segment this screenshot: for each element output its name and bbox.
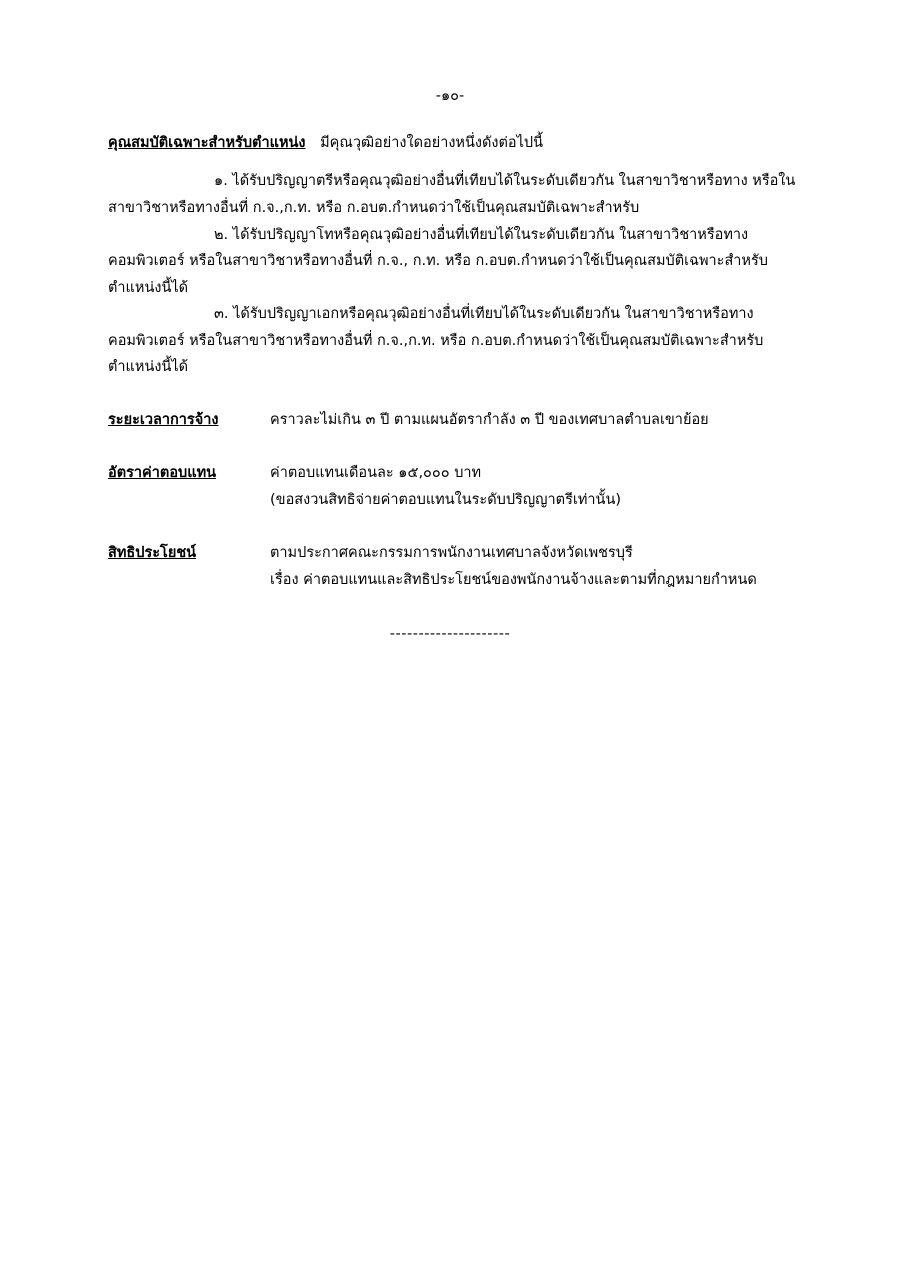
employment-period-label: ระยะเวลาการจ้าง xyxy=(108,412,219,428)
qualification-item-1-line-2: สาขาวิชาหรือทางอื่นที่ ก.จ.,ก.ท. หรือ ก.อบต.กำหนดว่าใช้เป็นคุณสมบัติเฉพาะสำหรับ xyxy=(108,200,640,216)
benefits-label: สิทธิประโยชน์ xyxy=(108,545,197,561)
qualification-item-3-line-3: ตำแหน่งนี้ได้ xyxy=(108,359,189,375)
qualification-item-3-line-1: ๓. ได้รับปริญญาเอกหรือคุณวุฒิอย่างอื่นที่เทียบได้ในระดับเดียวกัน ในสาขาวิชาหรือทาง xyxy=(214,306,754,322)
qualification-item-2-line-2: คอมพิวเตอร์ หรือในสาขาวิชาหรือทางอื่นที่ ก.จ., ก.ท. หรือ ก.อบต.กำหนดว่าใช้เป็นคุณสมบัติเฉพาะสำหรับ xyxy=(108,253,768,269)
qualifications-heading-line xyxy=(108,133,543,153)
compensation-label: อัตราค่าตอบแทน xyxy=(108,465,217,481)
qualification-item-1-line-1: ๑. ได้รับปริญญาตรีหรือคุณวุฒิอย่างอื่นที่เทียบได้ในระดับเดียวกัน ในสาขาวิชาหรือทาง หรือใน xyxy=(214,173,796,189)
qualification-item-2-line-1: ๒. ได้รับปริญญาโทหรือคุณวุฒิอย่างอื่นที่เทียบได้ในระดับเดียวกัน ในสาขาวิชาหรือทาง xyxy=(214,227,749,243)
benefits-line-2: เรื่อง ค่าตอบแทนและสิทธิประโยชน์ของพนักงานจ้างและตามที่กฎหมายกำหนด xyxy=(270,572,757,588)
end-divider: --------------------- xyxy=(389,626,511,642)
qualification-item-3-line-2: คอมพิวเตอร์ หรือในสาขาวิชาหรือทางอื่นที่ ก.จ.,ก.ท. หรือ ก.อบต.กำหนดว่าใช้เป็นคุณสมบัติเฉพาะสำหรับ xyxy=(108,333,764,349)
qualification-item-2-line-3: ตำแหน่งนี้ได้ xyxy=(108,280,189,296)
compensation-note: (ขอสงวนสิทธิจ่ายค่าตอบแทนในระดับปริญญาตรีเท่านั้น) xyxy=(270,492,622,508)
employment-period-value: คราวละไม่เกิน ๓ ปี ตามแผนอัตรากำลัง ๓ ปี ของเทศบาลตำบลเขาย้อย xyxy=(270,412,709,428)
compensation-amount: ค่าตอบแทนเดือนละ ๑๕,๐๐๐ บาท xyxy=(270,465,482,481)
page-number: -๑๐- xyxy=(435,88,465,104)
qualifications-heading: คุณสมบัติเฉพาะสำหรับตำแหน่ง xyxy=(108,135,306,151)
benefits-line-1: ตามประกาศคณะกรรมการพนักงานเทศบาลจังหวัดเพชรบุรี xyxy=(270,545,633,561)
qualifications-intro: มีคุณวุฒิอย่างใดอย่างหนึ่งดังต่อไปนี้ xyxy=(320,135,543,151)
